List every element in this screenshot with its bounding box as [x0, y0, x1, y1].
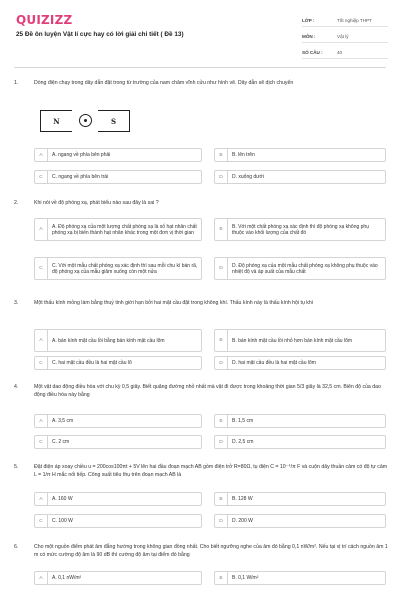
meta-value: Tốt nghiệp THPT [337, 17, 372, 23]
option-letter: B [215, 149, 228, 161]
header-divider [14, 67, 386, 68]
option-a[interactable] [34, 414, 202, 428]
question-number: 6. [14, 544, 19, 550]
question-text: Dòng điện chạy trong dây dẫn đặt trong từ trường của nam châm vĩnh cửu như hình vẽ. Dây dẫn sẽ dịch chuyển [34, 80, 294, 86]
option-text: D. Độ phóng xạ của một mẫu chất phóng xạ không phụ thuộc vào nhiệt độ và áp suất của mẫu chất [232, 262, 378, 275]
option-text: A. ngang về phía bên phải [52, 151, 111, 158]
option-d[interactable] [214, 356, 386, 370]
option-text: A. 0,1 nW/m² [52, 574, 82, 581]
option-text: D. hai mặt cầu đều là hai mặt cầu lõm [232, 359, 316, 366]
option-letter: B [215, 330, 228, 351]
option-text: C. Với một mẫu chất phóng xạ xác định thì sau mỗi chu kì bán rã, độ phóng xạ của mẫu giảm xuống còn một nửa [52, 262, 198, 275]
meta-value: 40 [337, 49, 343, 55]
meta-row-subject [302, 30, 388, 43]
question-number: 3. [14, 300, 19, 306]
option-text: B. bán kính mặt cầu lồi nhỏ hơn bán kính mặt cầu lõm [232, 337, 353, 344]
option-text: B. Với một chất phóng xạ xác định thì độ phóng xạ không phụ thuộc vào khối lượng của chất đó [232, 223, 369, 236]
option-text: A. Độ phóng xạ của một lượng chất phóng xạ là số hạt nhân chất phóng xạ bị biến thành hạt nhân khác trong một đơn vị thời gian [52, 223, 197, 236]
option-text: C. 100 W [52, 517, 73, 524]
north-pole: N [40, 110, 72, 132]
south-pole: S [98, 110, 130, 132]
option-b[interactable] [214, 329, 386, 352]
option-letter: B [215, 493, 228, 505]
option-text: A. 3,5 cm [52, 417, 74, 424]
meta-key: SỐ CÂU : [302, 49, 323, 55]
question-text: Một vật dao động điều hòa với chu kỳ 0,5 giây. Biết quãng đường nhỏ nhất mà vật đi được trong khoảng thời gian 5/3 giây là 32,5 cm. Biên độ của dao động điều hòa này bằng [34, 384, 381, 398]
meta-row-question-count [302, 46, 388, 59]
option-text: D. 200 W [232, 517, 253, 524]
option-letter: C [35, 515, 48, 527]
meta-key: LỚP : [302, 17, 315, 23]
option-a[interactable] [34, 329, 202, 352]
option-letter: A [35, 219, 48, 240]
option-b[interactable] [214, 148, 386, 162]
option-letter: A [35, 330, 48, 351]
question-number: 1. [14, 80, 19, 86]
option-c[interactable] [34, 170, 202, 184]
option-d[interactable] [214, 435, 386, 449]
option-text: C. ngang về phía bên trái [52, 173, 109, 180]
option-a[interactable] [34, 218, 202, 241]
option-letter: D [215, 258, 228, 279]
option-letter: C [35, 357, 48, 369]
option-text: C. hai mặt cầu đều là hai mặt cầu lõ [52, 359, 132, 366]
option-text: A. 160 W [52, 495, 73, 502]
question-text: Đặt điện áp xoay chiều u = 200cos100πt + 5V lên hai đầu đoạn mạch AB gồm điện trở R=80Ω, tụ điện C = 10⁻⁴/π F và cuộn dây thuần cảm có độ tự cảm L = 1/π H mắc nối tiếp. Công suất tiêu thụ trên đoạn mạch AB là [34, 464, 388, 478]
option-letter: B [215, 415, 228, 427]
worksheet-title: 25 Đề ôn luyện Vật lí cực hay có lời giải chi tiết ( Đề 13) [16, 31, 184, 38]
option-text: B. lên trên [232, 151, 255, 158]
option-d[interactable] [214, 514, 386, 528]
option-letter: A [35, 149, 48, 161]
option-letter: C [35, 436, 48, 448]
option-d[interactable] [214, 170, 386, 184]
question-text: Cho một nguồn điểm phát âm đẳng hướng trong không gian đồng nhất. Cho biết ngưỡng nghe của âm đó bằng 0,1 nW/m². Nếu tại vị trí cách nguồn âm 1 m có mức cường độ âm là 90 dB thì cường độ âm tại điểm đó bằng [34, 544, 388, 558]
worksheet-meta [302, 14, 388, 62]
meta-key: MÔN : [302, 33, 316, 39]
option-text: C. 2 cm [52, 438, 70, 445]
option-c[interactable] [34, 435, 202, 449]
option-letter: A [35, 572, 48, 584]
option-d[interactable] [214, 257, 386, 280]
option-text: D. xuống dưới [232, 173, 264, 180]
question-text: Khi nói về độ phóng xạ, phát biểu nào sau đây là sai ? [34, 200, 159, 206]
option-letter: B [215, 219, 228, 240]
meta-row-grade [302, 14, 388, 27]
option-letter: A [35, 415, 48, 427]
question-number: 5. [14, 464, 19, 470]
option-c[interactable] [34, 356, 202, 370]
option-text: B. 1,5 cm [232, 417, 254, 424]
question-number: 2. [14, 200, 19, 206]
option-b[interactable] [214, 414, 386, 428]
option-letter: D [215, 357, 228, 369]
option-text: D. 2,5 cm [232, 438, 254, 445]
meta-value: Vật lý [337, 33, 349, 39]
option-letter: D [215, 436, 228, 448]
option-a[interactable] [34, 492, 202, 506]
quizizz-logo: QUIZIZZ [16, 13, 73, 27]
option-letter: B [215, 572, 228, 584]
question-number: 4. [14, 384, 19, 390]
option-a[interactable] [34, 571, 202, 585]
option-letter: A [35, 493, 48, 505]
question-text: Một thấu kính mỏng làm bằng thuỷ tinh giới hạn bởi hai mặt cầu đặt trong không khí. Thấu kính này là thấu kính hội tụ khi [34, 300, 313, 306]
option-a[interactable] [34, 148, 202, 162]
option-b[interactable] [214, 492, 386, 506]
option-text: B. 128 W [232, 495, 253, 502]
current-out-of-page-icon [79, 114, 92, 127]
option-c[interactable] [34, 257, 202, 280]
magnet-figure [40, 110, 130, 132]
option-letter: D [215, 515, 228, 527]
option-text: A. bán kính mặt cầu lồi bằng bán kính mặt cầu lõm [52, 337, 165, 344]
option-letter: D [215, 171, 228, 183]
option-text: B. 0,1 W/m² [232, 574, 259, 581]
option-letter: C [35, 258, 48, 279]
option-b[interactable] [214, 218, 386, 241]
option-c[interactable] [34, 514, 202, 528]
option-letter: C [35, 171, 48, 183]
option-b[interactable] [214, 571, 386, 585]
